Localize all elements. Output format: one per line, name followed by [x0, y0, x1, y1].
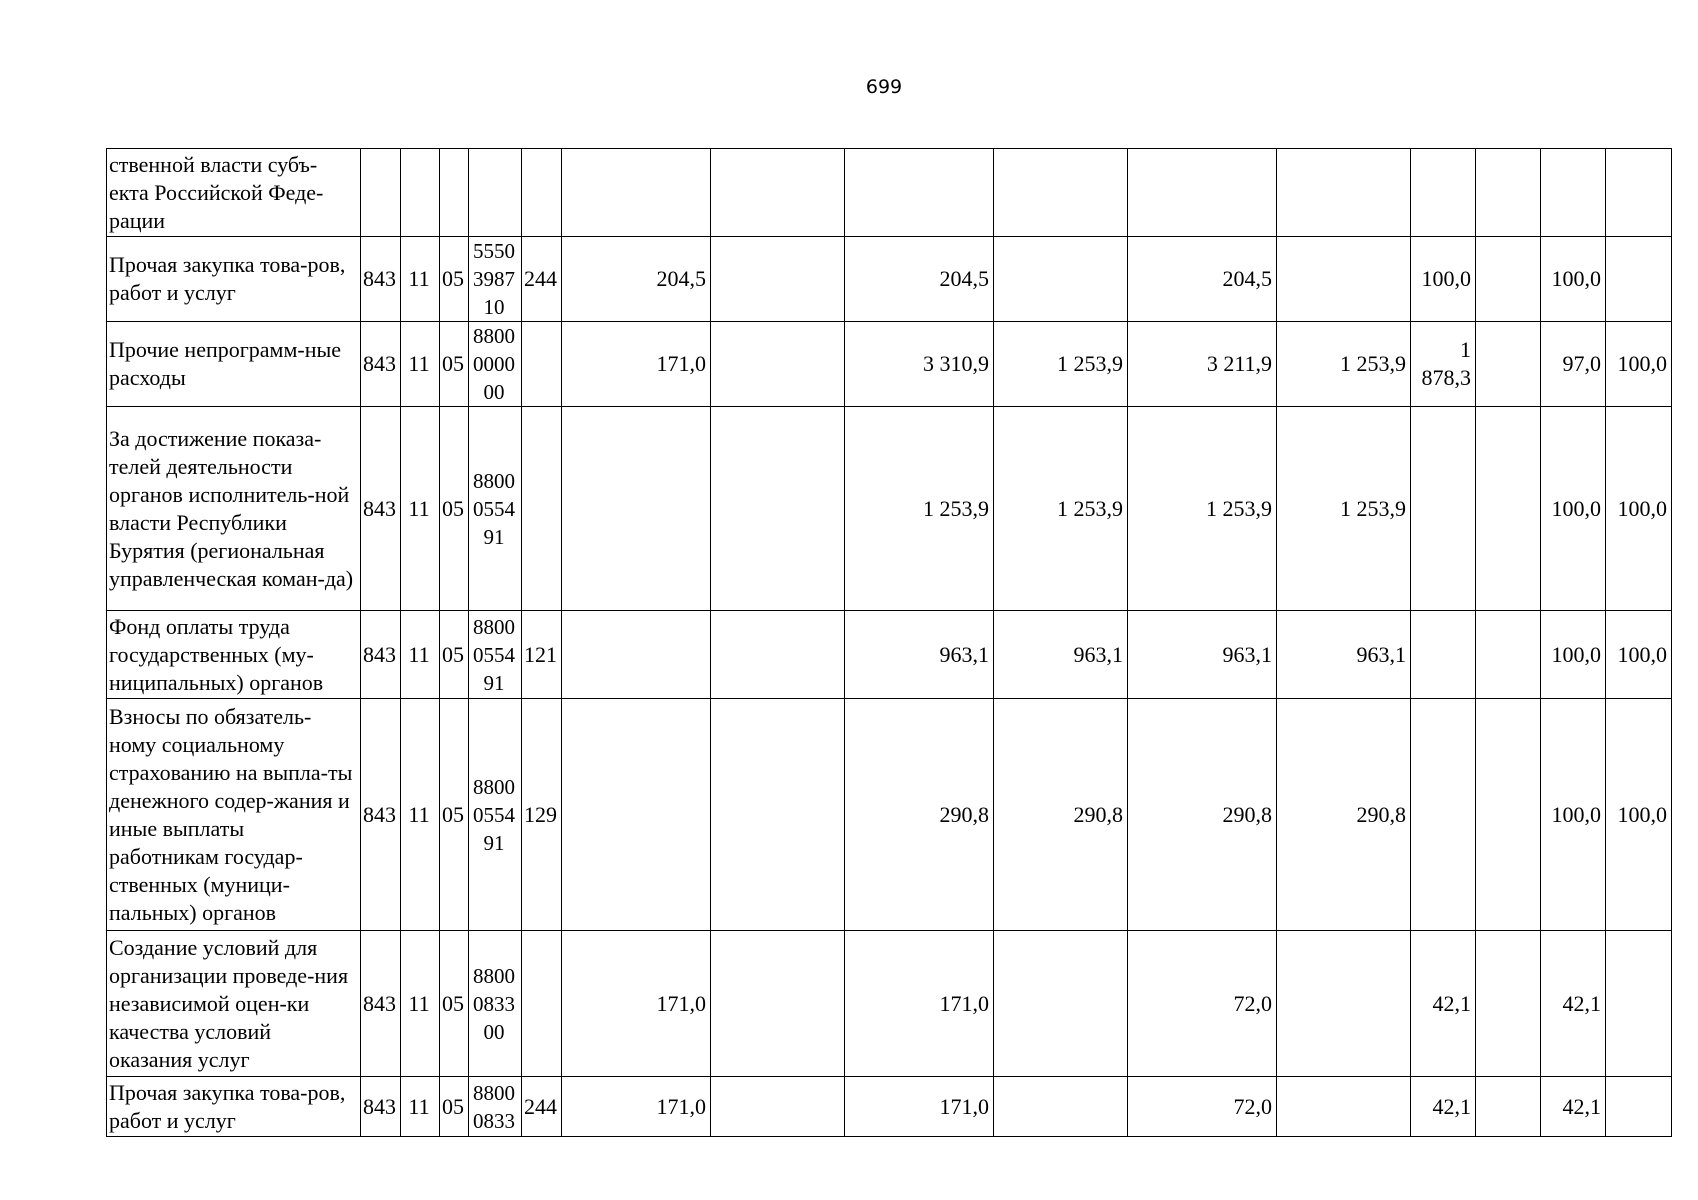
table-row — [107, 611, 1672, 699]
subsection-code: 05 — [440, 237, 469, 322]
percent-cell — [1606, 1077, 1672, 1137]
subsection-code: 05 — [440, 322, 469, 407]
value-cell: 171,0 — [562, 322, 711, 407]
value-cell: 171,0 — [562, 931, 711, 1077]
value-cell — [711, 699, 845, 931]
value-cell: 72,0 — [1128, 931, 1277, 1077]
percent-cell — [1606, 931, 1672, 1077]
value-cell — [1476, 149, 1541, 237]
value-cell — [1476, 407, 1541, 611]
target-article-code: 8800 0000 00 — [469, 322, 522, 407]
value-cell: 290,8 — [994, 699, 1128, 931]
value-cell — [562, 407, 711, 611]
section-code: 11 — [401, 237, 440, 322]
section-code: 11 — [401, 611, 440, 699]
value-cell — [1476, 237, 1541, 322]
value-cell — [1476, 699, 1541, 931]
row-name: Прочая закупка това-ров, работ и услуг — [107, 237, 361, 322]
value-cell — [562, 699, 711, 931]
percent-cell: 100,0 — [1541, 611, 1606, 699]
grbs-code: 843 — [361, 1077, 401, 1137]
expense-type-code: 121 — [522, 611, 562, 699]
value-cell — [1128, 149, 1277, 237]
percent-cell — [1606, 149, 1672, 237]
percent-cell: 42,1 — [1541, 1077, 1606, 1137]
percent-cell: 100,0 — [1541, 699, 1606, 931]
value-cell — [562, 149, 711, 237]
row-name: Прочая закупка това-ров, работ и услуг — [107, 1077, 361, 1137]
percent-cell: 100,0 — [1606, 407, 1672, 611]
grbs-code: 843 — [361, 407, 401, 611]
value-cell: 1 253,9 — [1277, 407, 1411, 611]
value-cell: 290,8 — [1277, 699, 1411, 931]
value-cell — [562, 611, 711, 699]
value-cell: 171,0 — [562, 1077, 711, 1137]
subsection-code: 05 — [440, 931, 469, 1077]
row-name: За достижение показа-телей деятельности органов исполнитель-ной власти Республики Бурятия (региональная управленческая коман-да) — [107, 407, 361, 611]
row-name: Прочие непрограмм-ные расходы — [107, 322, 361, 407]
value-cell: 290,8 — [845, 699, 994, 931]
value-cell — [994, 149, 1128, 237]
value-cell — [711, 149, 845, 237]
value-cell — [1277, 237, 1411, 322]
value-cell: 1 253,9 — [994, 322, 1128, 407]
target-article-code — [469, 149, 522, 237]
value-cell: 204,5 — [562, 237, 711, 322]
value-cell — [711, 407, 845, 611]
subsection-code: 05 — [440, 1077, 469, 1137]
value-cell: 290,8 — [1128, 699, 1277, 931]
section-code: 11 — [401, 407, 440, 611]
percent-cell: 100,0 — [1606, 611, 1672, 699]
value-cell — [994, 237, 1128, 322]
value-cell: 171,0 — [845, 1077, 994, 1137]
grbs-code: 843 — [361, 699, 401, 931]
value-cell — [1277, 931, 1411, 1077]
value-cell — [711, 1077, 845, 1137]
percent-cell: 100,0 — [1541, 237, 1606, 322]
expense-type-code — [522, 407, 562, 611]
subsection-code: 05 — [440, 407, 469, 611]
target-article-code: 5550 3987 10 — [469, 237, 522, 322]
row-name: Фонд оплаты труда государственных (му-ниципальных) органов — [107, 611, 361, 699]
value-cell — [1476, 931, 1541, 1077]
value-cell: 204,5 — [1128, 237, 1277, 322]
target-article-code: 8800 0833 — [469, 1077, 522, 1137]
value-cell — [994, 931, 1128, 1077]
value-cell: 963,1 — [1277, 611, 1411, 699]
value-cell: 42,1 — [1411, 931, 1476, 1077]
value-cell — [711, 237, 845, 322]
percent-cell: 97,0 — [1541, 322, 1606, 407]
subsection-code: 05 — [440, 611, 469, 699]
section-code: 11 — [401, 931, 440, 1077]
value-cell — [1411, 149, 1476, 237]
grbs-code: 843 — [361, 611, 401, 699]
value-cell: 3 211,9 — [1128, 322, 1277, 407]
percent-cell: 100,0 — [1541, 407, 1606, 611]
grbs-code: 843 — [361, 931, 401, 1077]
budget-table — [106, 148, 1672, 1137]
expense-type-code — [522, 931, 562, 1077]
value-cell: 1 878,3 — [1411, 322, 1476, 407]
percent-cell: 100,0 — [1606, 322, 1672, 407]
value-cell: 963,1 — [845, 611, 994, 699]
target-article-code: 8800 0833 00 — [469, 931, 522, 1077]
row-name: ственной власти субъ-екта Российской Феде-рации — [107, 149, 361, 237]
subsection-code — [440, 149, 469, 237]
percent-cell: 100,0 — [1606, 699, 1672, 931]
subsection-code: 05 — [440, 699, 469, 931]
value-cell — [845, 149, 994, 237]
value-cell — [711, 611, 845, 699]
table-row — [107, 149, 1672, 237]
value-cell — [1277, 149, 1411, 237]
grbs-code: 843 — [361, 322, 401, 407]
value-cell: 3 310,9 — [845, 322, 994, 407]
value-cell — [1411, 407, 1476, 611]
row-name: Взносы по обязатель-ному социальному страхованию на выпла-ты денежного содер-жания и иные выплаты работникам государ-ственных (муници-пальных) органов — [107, 699, 361, 931]
table-row — [107, 322, 1672, 407]
value-cell: 72,0 — [1128, 1077, 1277, 1137]
grbs-code: 843 — [361, 237, 401, 322]
table-row — [107, 699, 1672, 931]
expense-type-code: 129 — [522, 699, 562, 931]
percent-cell: 42,1 — [1541, 931, 1606, 1077]
value-cell — [994, 1077, 1128, 1137]
target-article-code: 8800 0554 91 — [469, 699, 522, 931]
table-row — [107, 237, 1672, 322]
target-article-code: 8800 0554 91 — [469, 407, 522, 611]
target-article-code: 8800 0554 91 — [469, 611, 522, 699]
value-cell: 963,1 — [1128, 611, 1277, 699]
table-row — [107, 407, 1672, 611]
expense-type-code: 244 — [522, 1077, 562, 1137]
value-cell — [711, 931, 845, 1077]
percent-cell — [1606, 237, 1672, 322]
value-cell: 42,1 — [1411, 1077, 1476, 1137]
grbs-code — [361, 149, 401, 237]
value-cell — [1411, 611, 1476, 699]
value-cell — [1277, 1077, 1411, 1137]
table-row — [107, 1077, 1672, 1137]
value-cell: 1 253,9 — [1277, 322, 1411, 407]
page-number: 699 — [865, 76, 903, 98]
section-code — [401, 149, 440, 237]
section-code: 11 — [401, 1077, 440, 1137]
row-name: Создание условий для организации проведе-ния независимой оцен-ки качества условий оказания услуг — [107, 931, 361, 1077]
table-row — [107, 931, 1672, 1077]
percent-cell — [1541, 149, 1606, 237]
value-cell: 963,1 — [994, 611, 1128, 699]
expense-type-code — [522, 149, 562, 237]
value-cell — [711, 322, 845, 407]
value-cell: 100,0 — [1411, 237, 1476, 322]
section-code: 11 — [401, 322, 440, 407]
value-cell: 1 253,9 — [1128, 407, 1277, 611]
value-cell: 171,0 — [845, 931, 994, 1077]
value-cell: 1 253,9 — [845, 407, 994, 611]
value-cell: 1 253,9 — [994, 407, 1128, 611]
value-cell: 204,5 — [845, 237, 994, 322]
expense-type-code: 244 — [522, 237, 562, 322]
value-cell — [1476, 611, 1541, 699]
value-cell — [1476, 1077, 1541, 1137]
expense-type-code — [522, 322, 562, 407]
value-cell — [1411, 699, 1476, 931]
section-code: 11 — [401, 699, 440, 931]
value-cell — [1476, 322, 1541, 407]
